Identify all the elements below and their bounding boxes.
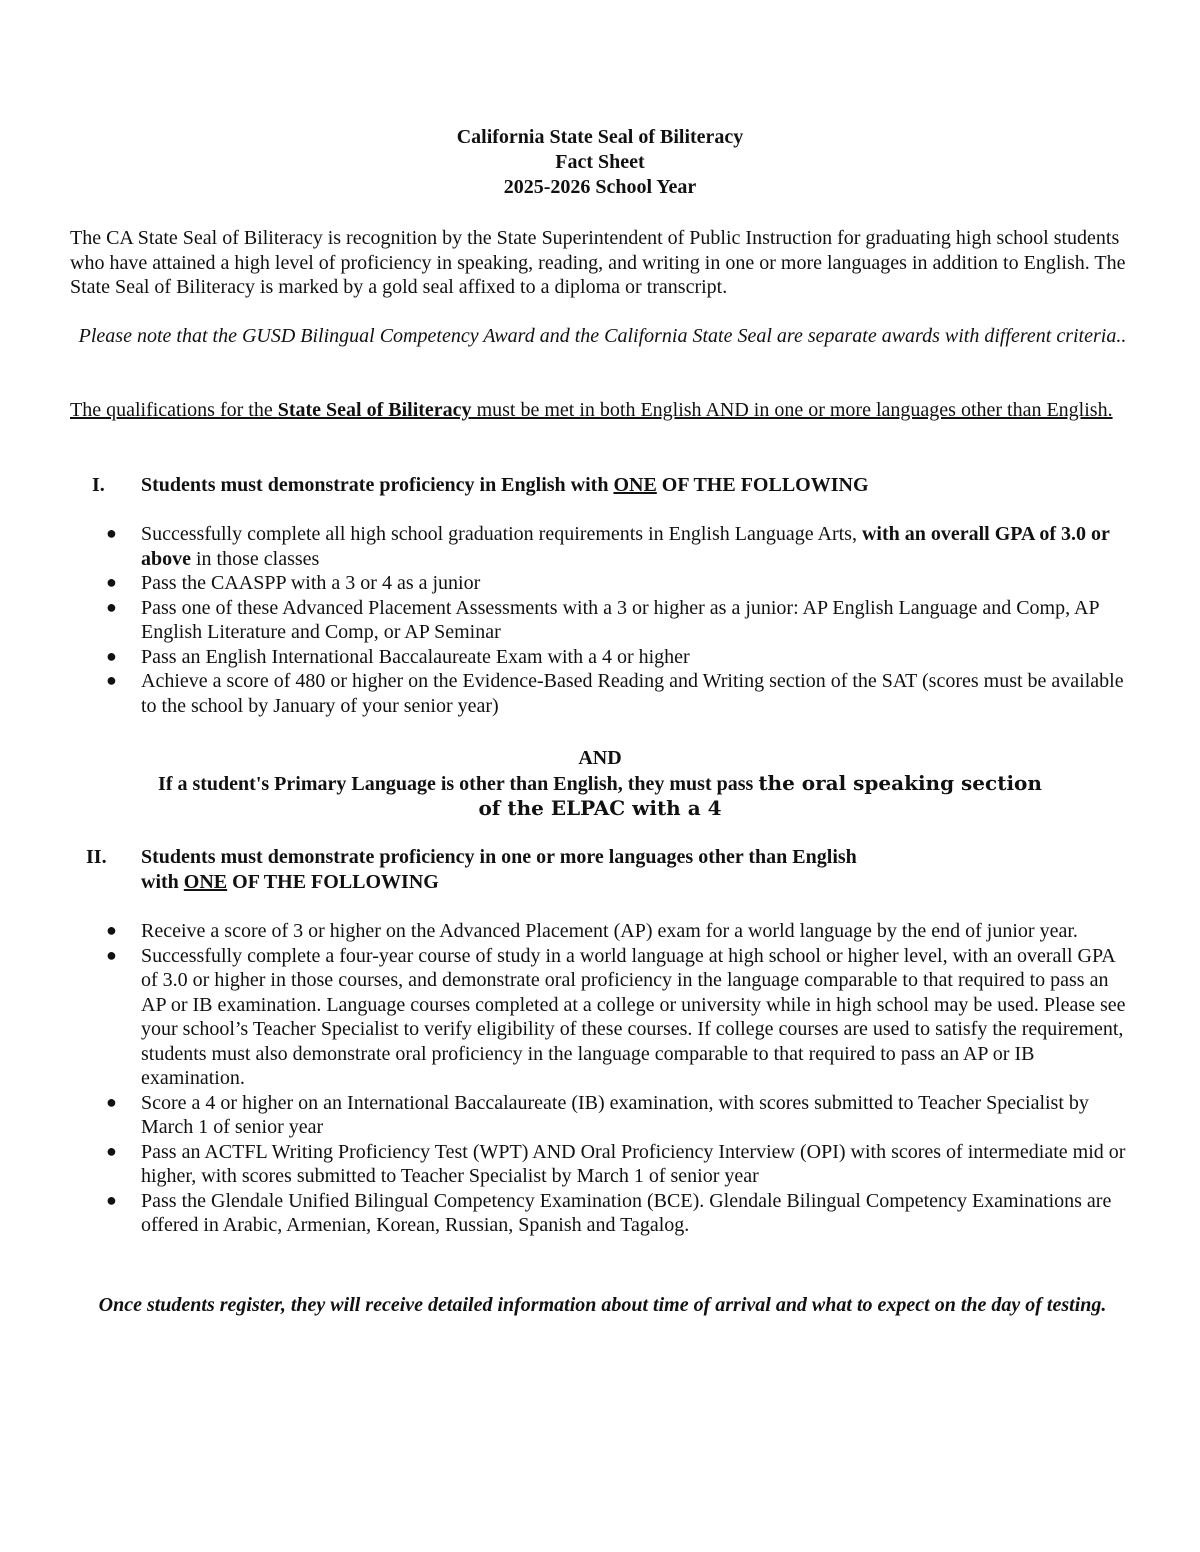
item-text: Pass one of these Advanced Placement Assessments with a 3 or higher as a junior: AP English Language and Comp, AP English Literature and Comp, or AP Seminar xyxy=(141,596,1099,643)
bullet-icon: ● xyxy=(106,1091,117,1112)
list-item xyxy=(70,1091,1135,1140)
section-1-heading-before: Students must demonstrate proficiency in English with xyxy=(141,474,614,496)
section-2-heading-with: with xyxy=(141,870,184,893)
bullet-icon: ● xyxy=(106,670,117,690)
list-item xyxy=(70,645,1135,670)
bullet-icon: ● xyxy=(106,596,117,617)
section-1-heading-after: OF THE FOLLOWING xyxy=(656,474,869,496)
document-title xyxy=(0,125,1200,200)
closing-note: Once students register, they will receive detailed information about time of arrival and what to expect on the day of testing. xyxy=(98,1294,1107,1316)
list-item xyxy=(70,1140,1135,1189)
list-item xyxy=(70,669,1135,718)
section-2-heading-text xyxy=(141,845,1135,894)
item-bold-text: with an overall GPA of 3.0 or above xyxy=(141,523,1110,570)
elpac-text-3: of the ELPAC with a 4 xyxy=(478,796,722,820)
item-text: Successfully complete all high school graduation requirements in English Language Arts, xyxy=(141,523,862,545)
elpac-text-2: the oral speaking section xyxy=(758,771,1042,795)
qualifications-bold: State Seal of Biliteracy xyxy=(277,399,472,421)
bullet-icon: ● xyxy=(106,645,117,666)
bullet-icon: ● xyxy=(106,944,117,965)
section-2-heading-after: OF THE FOLLOWING xyxy=(227,870,439,893)
list-item xyxy=(70,944,1135,1091)
title-line-1: California State Seal of Biliteracy xyxy=(456,126,744,148)
section-1-list xyxy=(70,522,1135,718)
bullet-icon: ● xyxy=(106,572,117,592)
elpac-requirement xyxy=(0,771,1200,821)
section-1-heading xyxy=(70,473,1135,498)
title-line-2: Fact Sheet xyxy=(555,151,645,173)
and-label: AND xyxy=(578,747,622,769)
item-text: Receive a score of 3 or higher on the Advanced Placement (AP) exam for a world language by the end of junior year. xyxy=(141,920,1078,942)
bullet-icon: ● xyxy=(106,523,117,543)
note-paragraph: Please note that the GUSD Bilingual Competency Award and the California State Seal are separate awards with different criteria.. xyxy=(78,325,1127,347)
list-item xyxy=(70,596,1135,645)
section-1-heading-one: ONE xyxy=(613,474,657,496)
item-text: Successfully complete a four-year course of study in a world language at high school or higher level, with an overall GPA of 3.0 or higher in those courses, and demonstrate oral proficiency in the language comparable to that required to pass an AP or IB examination. Language courses completed at a college or university while in high school may be used. Please see your school’s Teacher Specialist to verify eligibility of these courses. If college courses are used to satisfy the requirement, students must also demonstrate oral proficiency in the language comparable to that required to pass an AP or IB examination. xyxy=(141,944,1126,1089)
list-item xyxy=(70,919,1135,944)
bullet-icon: ● xyxy=(106,920,117,940)
item-text: in those classes xyxy=(191,547,320,570)
qualifications-statement xyxy=(70,398,1130,423)
bullet-icon: ● xyxy=(106,1140,117,1161)
section-2-list xyxy=(70,919,1135,1238)
section-1-number: I. xyxy=(92,474,105,496)
intro-paragraph: The CA State Seal of Biliteracy is recognition by the State Superintendent of Public Instruction for graduating high school students who have attained a high level of proficiency in speaking, reading, and writing in one or more languages in addition to English. The State Seal of Biliteracy is marked by a gold seal affixed to a diploma or transcript. xyxy=(70,227,1126,298)
qualifications-text-after: must be met in both English AND in one or more languages other than English. xyxy=(471,399,1113,421)
item-text: Achieve a score of 480 or higher on the Evidence-Based Reading and Writing section of the SAT (scores must be available to the school by January of your senior year) xyxy=(141,670,1124,717)
section-1-heading-text xyxy=(141,473,1135,498)
title-line-3: 2025-2026 School Year xyxy=(503,176,697,198)
section-2-heading xyxy=(70,845,1135,894)
section-2-heading-line-1: Students must demonstrate proficiency in one or more languages other than English xyxy=(141,846,857,868)
item-text: Pass the CAASPP with a 3 or 4 as a junior xyxy=(141,572,481,594)
item-text: Pass an English International Baccalaureate Exam with a 4 or higher xyxy=(141,645,690,668)
section-2-number: II. xyxy=(86,846,107,868)
elpac-text-1: If a student's Primary Language is other than English, they must pass xyxy=(158,773,759,795)
section-2-heading-one: ONE xyxy=(183,870,228,893)
item-text: Pass an ACTFL Writing Proficiency Test (WPT) AND Oral Proficiency Interview (OPI) with scores of intermediate mid or higher, with scores submitted to Teacher Specialist by March 1 of senior year xyxy=(141,1140,1126,1187)
list-item xyxy=(70,1189,1135,1238)
bullet-icon: ● xyxy=(106,1189,117,1210)
list-item xyxy=(70,522,1135,571)
item-text: Pass the Glendale Unified Bilingual Competency Examination (BCE). Glendale Bilingual Competency Examinations are offered in Arabic, Armenian, Korean, Russian, Spanish and Tagalog. xyxy=(141,1189,1112,1236)
qualifications-text-before: The qualifications for the xyxy=(70,399,278,421)
item-text: Score a 4 or higher on an International Baccalaureate (IB) examination, with scores submitted to Teacher Specialist by March 1 of senior year xyxy=(141,1091,1089,1138)
list-item xyxy=(70,571,1135,596)
